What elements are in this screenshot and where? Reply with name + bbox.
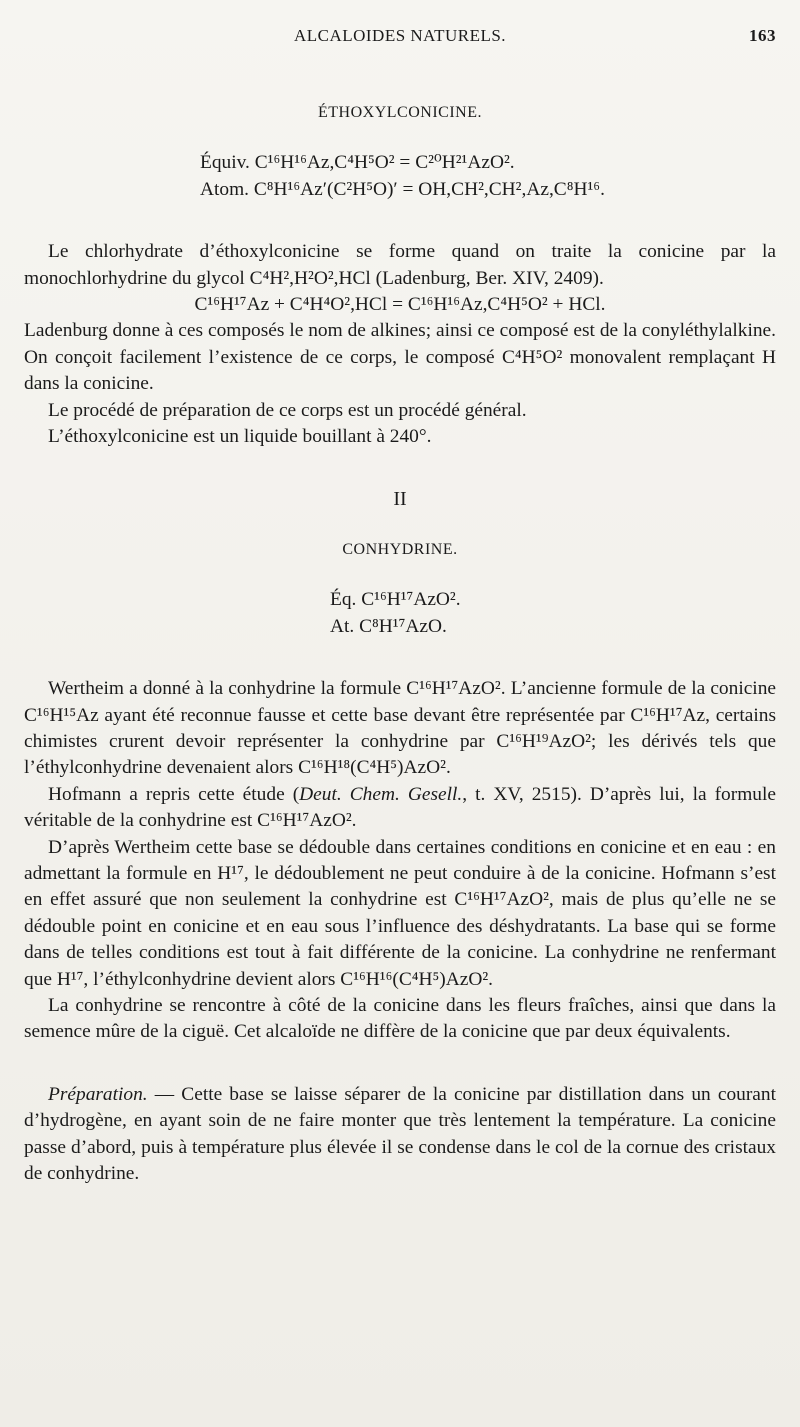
page-header bbox=[24, 26, 776, 52]
paragraph-lead: Préparation. bbox=[48, 1083, 148, 1105]
paragraph: La conhydrine se rencontre à côté de la conicine dans les fleurs fraîches, ainsi que dans la semence mûre de la ciguë. Cet alcaloïde ne diffère de la conicine que par deux équivalents. bbox=[24, 994, 776, 1043]
paragraph: Le procédé de préparation de ce corps est un procédé général. bbox=[48, 399, 527, 421]
page-number: 163 bbox=[749, 26, 776, 45]
formula-atom: Atom. C⁸H¹⁶Az′(C²H⁵O)′ = OH,CH²,CH²,Az,C⁸H¹⁶. bbox=[200, 178, 605, 200]
formula-atomic: At. C⁸H¹⁷AzO. bbox=[330, 615, 447, 637]
reaction-equation: C¹⁶H¹⁷Az + C⁴H⁴O²,HCl = C¹⁶H¹⁶Az,C⁴H⁵O² + HCl. bbox=[194, 294, 606, 316]
text-run: , t. XV, 2515). D’après lui, la formule véritable de la conhydrine est C¹⁶H¹⁷AzO². bbox=[24, 783, 776, 832]
section-title-ethoxylconicine: ÉTHOXYLCONICINE. bbox=[318, 104, 482, 121]
section-numeral: II bbox=[393, 488, 407, 511]
section-title-conhydrine: CONHYDRINE. bbox=[342, 540, 458, 558]
formula-block bbox=[24, 150, 776, 203]
running-title: ALCALOIDES NATURELS. bbox=[293, 26, 507, 45]
paragraph: L’éthoxylconicine est un liquide bouillant à 240°. bbox=[48, 426, 432, 448]
paragraph: D’après Wertheim cette base se dédouble dans certaines conditions en conicine et en eau : en admettant la formule en H¹⁷, le dédoublement ne peut conduire à de la conicine. Hofmann s’est en effet assuré que non seulement la conhydrine est C¹⁶H¹⁷AzO², mais de plus qu’elle ne se dédouble point en conicine et en eau sous l’influence des déshydratants. La base qui se forme dans de telles conditions est tout à fait différente de la conicine. La conhydrine ne renfermant que H¹⁷, l’éthylconhydrine devient alors C¹⁶H¹⁶(C⁴H⁵)AzO². bbox=[24, 836, 776, 990]
paragraph: Le chlorhydrate d’éthoxylconicine se forme quand on traite la conicine par la monochlorhydrine du glycol C⁴H²,H²O²,HCl (Ladenburg, Ber. XIV, 2409). bbox=[24, 241, 776, 289]
formula-equiv: Équiv. C¹⁶H¹⁶Az,C⁴H⁵O² = C²⁰H²¹AzO². bbox=[200, 152, 515, 174]
citation: Deut. Chem. Gesell. bbox=[299, 783, 463, 805]
formula-block bbox=[24, 587, 776, 640]
paragraph: Wertheim a donné à la conhydrine la formule C¹⁶H¹⁷AzO². L’ancienne formule de la conicine C¹⁶H¹⁵Az ayant été reconnue fausse et cette base devant être représentée par C¹⁶H¹⁷Az, certains chimistes crurent devoir représenter la conhydrine par C¹⁶H¹⁹AzO²; les dérivés tels que l’éthylconhydrine devenaient alors C¹⁶H¹⁸(C⁴H⁵)AzO². bbox=[24, 678, 776, 779]
formula-equivalent: Éq. C¹⁶H¹⁷AzO². bbox=[330, 589, 461, 611]
text-run: Hofmann a repris cette étude ( bbox=[48, 783, 300, 805]
paragraph: Ladenburg donne à ces composés le nom de alkines; ainsi ce composé est de la conyléthylalkine. On conçoit facilement l’existence de ce corps, le composé C⁴H⁵O² monovalent remplaçant H dans la conicine. bbox=[24, 320, 776, 395]
paragraph bbox=[24, 1082, 776, 1188]
text-run: — Cette base se laisse séparer de la conicine par distillation dans un courant d’hydrogène, en ayant soin de ne faire monter que très lentement la température. La conicine passe d’abord, puis à température plus élevée il se condense dans le col de la cornue des cristaux de conhydrine. bbox=[24, 1083, 776, 1184]
paragraph bbox=[24, 782, 776, 835]
page-body bbox=[24, 100, 776, 1187]
